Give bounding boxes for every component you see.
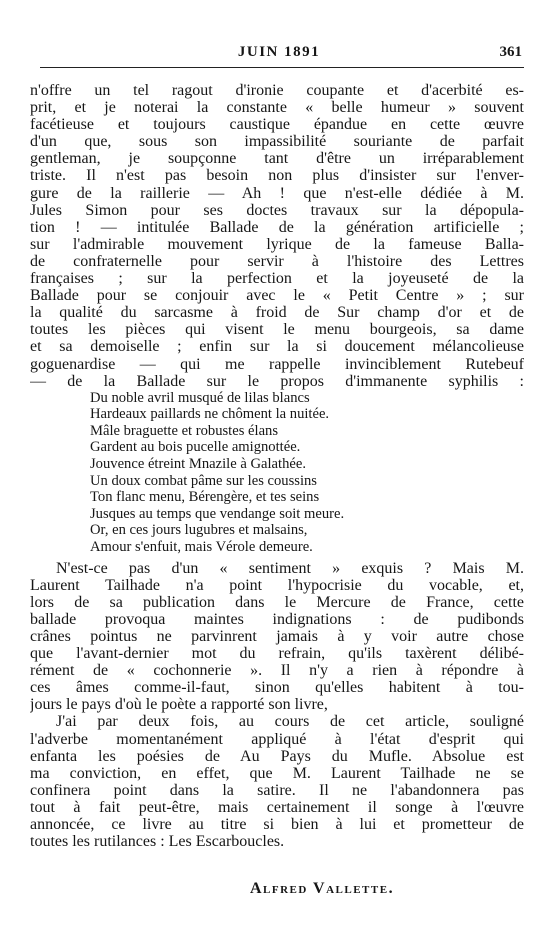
text-line: annoncée, ce livre au titre si bien à lui et prometteur de: [30, 816, 524, 834]
text-line: N'est-ce pas d'un « sentiment » exquis ? Mais M.: [56, 559, 524, 577]
text-line: gure de la raillerie — Ah ! que n'est-elle dédiée à M.: [30, 184, 524, 202]
text-line: Laurent Tailhade n'a point l'hypocrisie du vocable, et,: [30, 576, 524, 594]
text-line: Ballade pour se conjouir avec le « Petit Centre » ; sur: [30, 287, 524, 305]
text-line: ces âmes comme-il-faut, sinon qu'elles habitent à tou-: [30, 679, 524, 697]
text-line: — de la Ballade sur le propos d'immanente syphilis :: [30, 372, 524, 390]
author-signature: Alfred Vallette.: [250, 880, 395, 897]
text-line: triste. Il n'est pas besoin non plus d'insister sur l'enver-: [30, 167, 524, 185]
text-line: confinera point dans la satire. Il ne l'abandonnera pas: [30, 781, 524, 799]
verse-line: Mâle braguette et robustes élans: [90, 422, 279, 439]
verse-line: Un doux combat pâme sur les coussins: [90, 472, 317, 489]
text-line: toutes les rutilances : Les Escarboucles.: [30, 833, 285, 851]
body-text: [30, 82, 524, 850]
verse-line: Du noble avril musqué de lilas blancs: [90, 389, 310, 406]
text-line: facétieuse et toujours caustique épandue en cette œuvre: [30, 116, 524, 134]
verse-line: Ton flanc menu, Bérengère, et tes seins: [90, 489, 320, 506]
verse-line: Or, en ces jours lugubres et malsains,: [90, 522, 308, 539]
text-line: lors de sa publication dans le Mercure de France, cette: [30, 593, 524, 611]
verse-line: Jusques au temps que vendange soit meure.: [90, 505, 345, 522]
text-line: et sa demoiselle ; enfin sur la si doucement mélancolieuse: [30, 338, 524, 356]
paragraph-3: [30, 713, 524, 850]
paragraph-1: [30, 82, 524, 390]
text-line: toutes les pièces qui visent le menu bourgeois, sa dame: [30, 321, 524, 339]
verse-line: Hardeaux paillards ne chôment la nuitée.: [90, 406, 330, 423]
text-line: de confraternelle pour servir à l'histoire des Lettres: [30, 252, 524, 270]
text-line: J'ai par deux fois, au cours de cet article, souligné: [56, 713, 524, 731]
text-line: que l'avant-dernier mot du refrain, qu'ils taxèrent délibé-: [30, 645, 524, 663]
ballade-stanza: [30, 390, 524, 556]
text-line: d'un que, sous son impassibilité souriante de parfait: [30, 133, 524, 151]
verse-line: Jouvence étreint Mnazile à Galathée.: [90, 456, 306, 473]
text-line: enfanta les poésies de Au Pays du Mufle. Absolue est: [30, 747, 524, 765]
text-line: françaises ; sur la perfection et la joyeuseté de la: [30, 270, 524, 288]
verse-line: Gardent au bois pucelle amignottée.: [90, 439, 301, 456]
text-line: sur l'admirable mouvement lyrique de la fameuse Balla-: [30, 235, 524, 253]
text-line: Jules Simon pour ses doctes travaux sur la dépopula-: [30, 201, 524, 219]
text-line: crânes pointus ne parvinrent jamais à y voir autre chose: [30, 628, 524, 645]
text-line: goguenardise — qui me rappelle invinciblement Rutebeuf: [30, 355, 524, 373]
text-line: la qualité du sarcasme à froid de Sur champ d'or et de: [30, 304, 524, 322]
text-line: n'offre un tel ragout d'ironie coupante et d'acerbité es-: [30, 82, 524, 99]
text-line: rément de « cochonnerie ». Il n'y a rien à répondre à: [30, 662, 524, 680]
text-line: tion ! — intitulée Ballade de la génération artificielle ;: [30, 218, 524, 236]
verse-line: Amour s'enfuit, mais Vérole demeure.: [90, 539, 313, 556]
text-line: ballade provoqua maintes indignations : de pudibonds: [30, 610, 524, 628]
text-line: gentleman, je soupçonne tant d'être un irréparablement: [30, 150, 524, 168]
header-rule: [40, 67, 524, 68]
text-line: l'adverbe momentanément appliqué à l'état d'esprit qui: [30, 730, 524, 748]
text-line: prit, et je noterai la constante « belle humeur » souvent: [30, 99, 524, 117]
paragraph-2: [30, 560, 524, 714]
running-title: JUIN 1891: [237, 44, 321, 60]
text-line: tout à fait peut-être, mais certainement il songe à l'œuvre: [30, 798, 524, 816]
text-line: jours le pays d'où le poète a rapporté son livre,: [30, 696, 328, 714]
running-header: [36, 44, 522, 66]
text-line: ma conviction, en effet, que M. Laurent Tailhade ne se: [30, 764, 524, 782]
page-number: 361: [499, 44, 522, 60]
